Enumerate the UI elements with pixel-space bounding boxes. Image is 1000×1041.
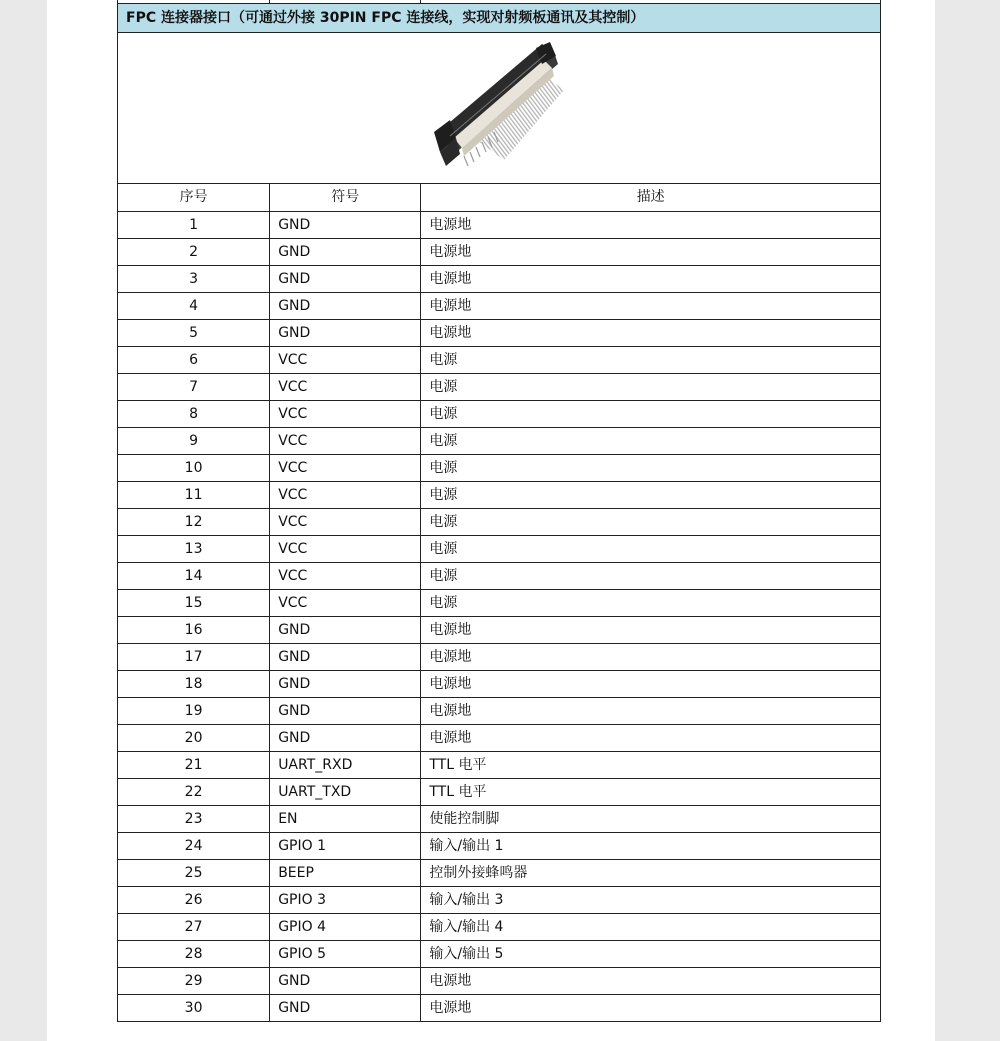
cell-symbol: GND: [270, 671, 421, 698]
table-row: [118, 293, 881, 320]
cell-symbol: VCC: [270, 482, 421, 509]
cell-number: 22: [118, 779, 270, 806]
cell-number: 8: [118, 401, 270, 428]
cell-symbol: GND: [270, 320, 421, 347]
table-row: [118, 833, 881, 860]
cell-symbol: VCC: [270, 563, 421, 590]
cell-number: 12: [118, 509, 270, 536]
cell-number: 16: [118, 617, 270, 644]
cell-number: 10: [118, 455, 270, 482]
cell-description: 电源地: [421, 212, 881, 239]
table-row: [118, 968, 881, 995]
table-header-row: [118, 184, 881, 212]
cell-description: 电源地: [421, 725, 881, 752]
cell-number: 28: [118, 941, 270, 968]
cell-description: TTL 电平: [421, 752, 881, 779]
cell-number: 29: [118, 968, 270, 995]
cell-symbol: VCC: [270, 455, 421, 482]
cell-description: 电源: [421, 455, 881, 482]
table-row: [118, 482, 881, 509]
cell-symbol: GPIO 4: [270, 914, 421, 941]
table-row: [118, 779, 881, 806]
cell-description: 输入/输出 1: [421, 833, 881, 860]
cell-description: 电源地: [421, 644, 881, 671]
cell-description: 电源地: [421, 239, 881, 266]
cell-symbol: VCC: [270, 509, 421, 536]
cell-symbol: GND: [270, 995, 421, 1022]
cell-description: 电源地: [421, 968, 881, 995]
cell-number: 9: [118, 428, 270, 455]
cell-symbol: UART_TXD: [270, 779, 421, 806]
table-row: [118, 590, 881, 617]
cell-number: 15: [118, 590, 270, 617]
table-row: [118, 428, 881, 455]
table-row: [118, 752, 881, 779]
cell-symbol: GPIO 1: [270, 833, 421, 860]
cell-symbol: GPIO 3: [270, 887, 421, 914]
cell-description: TTL 电平: [421, 779, 881, 806]
table-row: [118, 725, 881, 752]
cell-description: 使能控制脚: [421, 806, 881, 833]
cell-number: 1: [118, 212, 270, 239]
cell-symbol: GND: [270, 293, 421, 320]
table-row: [118, 239, 881, 266]
table-row: [118, 455, 881, 482]
pinout-table: [117, 0, 881, 1022]
table-row: [118, 401, 881, 428]
cell-number: 27: [118, 914, 270, 941]
fpc-connector-image: [424, 42, 574, 172]
table-row: [118, 374, 881, 401]
cell-symbol: VCC: [270, 347, 421, 374]
table-row: [118, 536, 881, 563]
cell-number: 18: [118, 671, 270, 698]
cell-description: 电源: [421, 428, 881, 455]
table-row: [118, 914, 881, 941]
cell-description: 电源: [421, 536, 881, 563]
cell-description: 电源: [421, 563, 881, 590]
cell-number: 24: [118, 833, 270, 860]
table-row: [118, 671, 881, 698]
table-row: [118, 320, 881, 347]
cell-number: 6: [118, 347, 270, 374]
cell-number: 19: [118, 698, 270, 725]
cell-description: 电源: [421, 509, 881, 536]
table-row: [118, 644, 881, 671]
cell-number: 5: [118, 320, 270, 347]
cell-symbol: GND: [270, 212, 421, 239]
cell-symbol: UART_RXD: [270, 752, 421, 779]
cell-description: 电源地: [421, 266, 881, 293]
cell-symbol: GND: [270, 698, 421, 725]
cell-symbol: GND: [270, 644, 421, 671]
table-row: [118, 563, 881, 590]
cell-description: 电源地: [421, 671, 881, 698]
cell-description: 输入/输出 3: [421, 887, 881, 914]
cell-number: 20: [118, 725, 270, 752]
table-row: [118, 266, 881, 293]
cell-number: 21: [118, 752, 270, 779]
cell-symbol: GND: [270, 968, 421, 995]
table-title-row: [118, 4, 881, 33]
table-row: [118, 806, 881, 833]
cell-description: 电源: [421, 590, 881, 617]
cell-symbol: EN: [270, 806, 421, 833]
cell-symbol: GND: [270, 266, 421, 293]
cell-number: 13: [118, 536, 270, 563]
cell-description: 电源: [421, 374, 881, 401]
cell-number: 25: [118, 860, 270, 887]
cell-symbol: GND: [270, 617, 421, 644]
cell-symbol: VCC: [270, 401, 421, 428]
cell-description: 电源地: [421, 617, 881, 644]
table-row: [118, 995, 881, 1022]
table-row: [118, 887, 881, 914]
document-page: [47, 0, 935, 1041]
cell-number: 2: [118, 239, 270, 266]
image-row: [118, 33, 881, 184]
cell-description: 电源地: [421, 698, 881, 725]
header-symbol: 符号: [270, 184, 421, 212]
cell-symbol: GND: [270, 239, 421, 266]
cell-number: 14: [118, 563, 270, 590]
table-row: [118, 698, 881, 725]
cell-description: 电源地: [421, 995, 881, 1022]
cell-description: 输入/输出 4: [421, 914, 881, 941]
cell-number: 3: [118, 266, 270, 293]
table-row: [118, 941, 881, 968]
cell-number: 23: [118, 806, 270, 833]
cell-symbol: VCC: [270, 590, 421, 617]
table-row: [118, 617, 881, 644]
table-row: [118, 212, 881, 239]
cell-number: 17: [118, 644, 270, 671]
cell-description: 电源: [421, 401, 881, 428]
cell-description: 输入/输出 5: [421, 941, 881, 968]
table-row: [118, 860, 881, 887]
header-number: 序号: [118, 184, 270, 212]
cell-description: 电源: [421, 347, 881, 374]
cell-number: 7: [118, 374, 270, 401]
cell-description: 电源地: [421, 320, 881, 347]
header-description: 描述: [421, 184, 881, 212]
cell-symbol: VCC: [270, 428, 421, 455]
cell-number: 4: [118, 293, 270, 320]
cell-number: 26: [118, 887, 270, 914]
table-row: [118, 509, 881, 536]
cell-description: 电源地: [421, 293, 881, 320]
cell-number: 30: [118, 995, 270, 1022]
cell-symbol: VCC: [270, 374, 421, 401]
cell-description: 电源: [421, 482, 881, 509]
cell-description: 控制外接蜂鸣器: [421, 860, 881, 887]
table-title: FPC 连接器接口（可通过外接 30PIN FPC 连接线，实现对射频板通讯及其控制）: [118, 4, 881, 33]
cell-symbol: GND: [270, 725, 421, 752]
cell-symbol: VCC: [270, 536, 421, 563]
cell-symbol: GPIO 5: [270, 941, 421, 968]
cell-number: 11: [118, 482, 270, 509]
table-row: [118, 347, 881, 374]
cell-symbol: BEEP: [270, 860, 421, 887]
